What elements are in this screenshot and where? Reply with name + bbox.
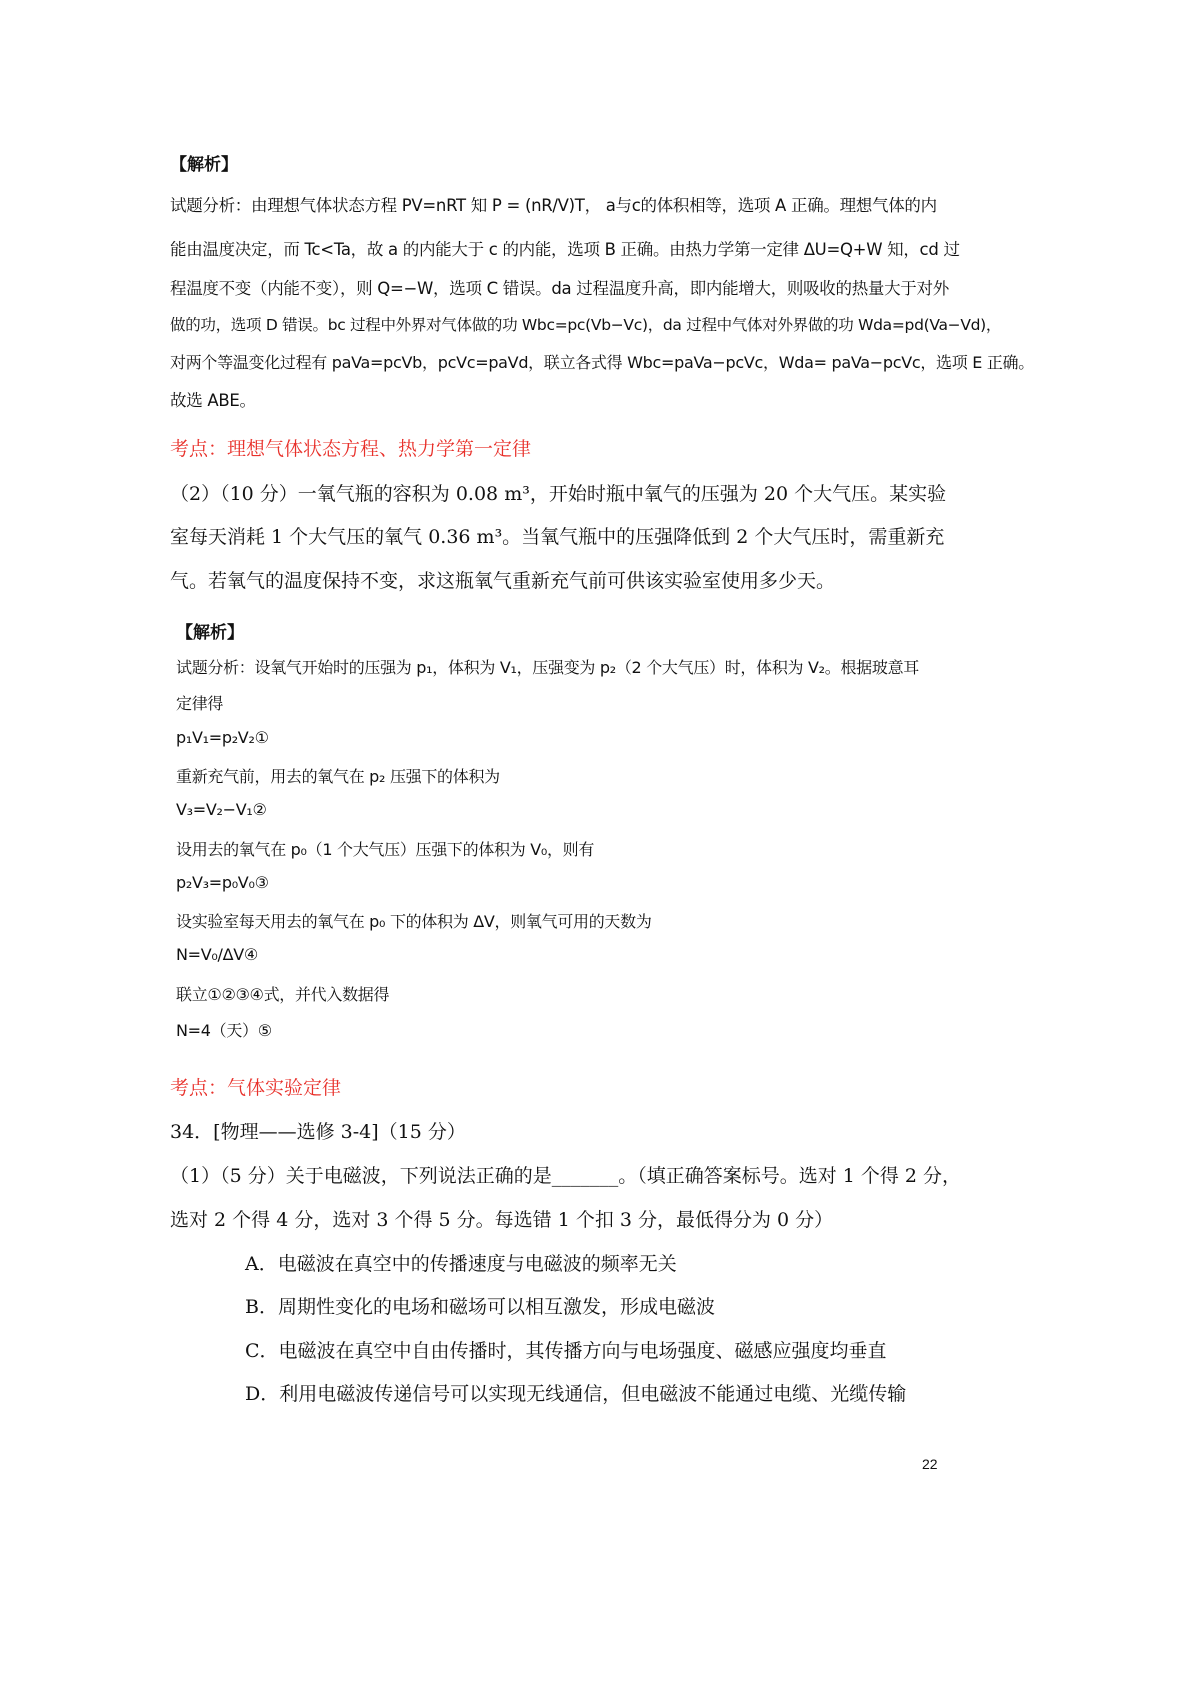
question-34-line: 选对 2 个得 4 分，选对 3 个得 5 分。每选错 1 个扣 3 分，最低得分为 0 分） [170,1209,834,1231]
analysis-line: p₁V₁=p₂V₂① [176,728,269,747]
page-number: 22 [922,1456,938,1472]
analysis-line: 重新充气前，用去的氧气在 p₂ 压强下的体积为 [176,767,500,786]
analysis-line: 联立①②③④式，并代入数据得 [176,985,390,1004]
analysis-line: N=V₀/ΔV④ [176,945,258,964]
analysis-line: 能由温度决定，而 Tc<Ta，故 a 的内能大于 c 的内能，选项 B 正确。由热力学第一定律 ΔU=Q+W 知，cd 过 [170,240,960,259]
kaodian-2: 考点：气体实验定律 [170,1077,342,1099]
analysis-line: 做的功，选项 D 错误。bc 过程中外界对气体做的功 Wbc=pc(Vb−Vc)，da 过程中气体对外界做的功 Wda=pd(Va−Vd)， [170,316,1002,334]
analysis-line: p₂V₃=p₀V₀③ [176,873,269,892]
question-2-line: （2）（10 分）一氧气瓶的容积为 0.08 m³，开始时瓶中氧气的压强为 20 个大气压。某实验 [170,483,947,505]
analysis-line: N=4（天）⑤ [176,1021,272,1040]
analysis-line: 设实验室每天用去的氧气在 p₀ 下的体积为 ΔV，则氧气可用的天数为 [176,912,652,931]
option-c: C．电磁波在真空中自由传播时，其传播方向与电场强度、磁感应强度均垂直 [245,1340,887,1362]
analysis-line: V₃=V₂−V₁② [176,800,267,819]
question-34-title: 34．[物理——选修 3-4]（15 分） [170,1121,466,1143]
analysis-line: 试题分析：设氧气开始时的压强为 p₁，体积为 V₁，压强变为 p₂（2 个大气压）时，体积为 V₂。根据玻意耳 [176,658,919,677]
question-34-line: （1）（5 分）关于电磁波，下列说法正确的是_______。（填正确答案标号。选对 1 个得 2 分， [170,1165,962,1187]
option-b: B．周期性变化的电场和磁场可以相互激发，形成电磁波 [245,1296,715,1318]
analysis-line: 设用去的氧气在 p₀（1 个大气压）压强下的体积为 V₀，则有 [176,840,595,859]
question-2-line: 室每天消耗 1 个大气压的氧气 0.36 m³。当氧气瓶中的压强降低到 2 个大气压时，需重新充 [170,526,945,548]
analysis-line: 对两个等温变化过程有 paVa=pcVb，pcVc=paVd，联立各式得 Wbc=paVa−pcVc，Wda= paVa−pcVc，选项 E 正确。 [170,353,1034,372]
analysis-line: 定律得 [176,694,224,713]
option-a: A．电磁波在真空中的传播速度与电磁波的频率无关 [245,1253,677,1275]
analysis-heading-1: 【解析】 [170,155,238,175]
question-2-line: 气。若氧气的温度保持不变，求这瓶氧气重新充气前可供该实验室使用多少天。 [170,570,836,592]
analysis-line: 试题分析：由理想气体状态方程 PV=nRT 知 P = (nR/V)T， a与c的体积相等，选项 A 正确。理想气体的内 [170,196,937,215]
analysis-line: 程温度不变（内能不变），则 Q=−W，选项 C 错误。da 过程温度升高，即内能增大，则吸收的热量大于对外 [170,279,949,298]
analysis-heading-2: 【解析】 [176,623,244,643]
kaodian-1: 考点：理想气体状态方程、热力学第一定律 [170,438,532,460]
analysis-line: 故选 ABE。 [170,391,256,410]
option-d: D．利用电磁波传递信号可以实现无线通信，但电磁波不能通过电缆、光缆传输 [245,1383,907,1405]
